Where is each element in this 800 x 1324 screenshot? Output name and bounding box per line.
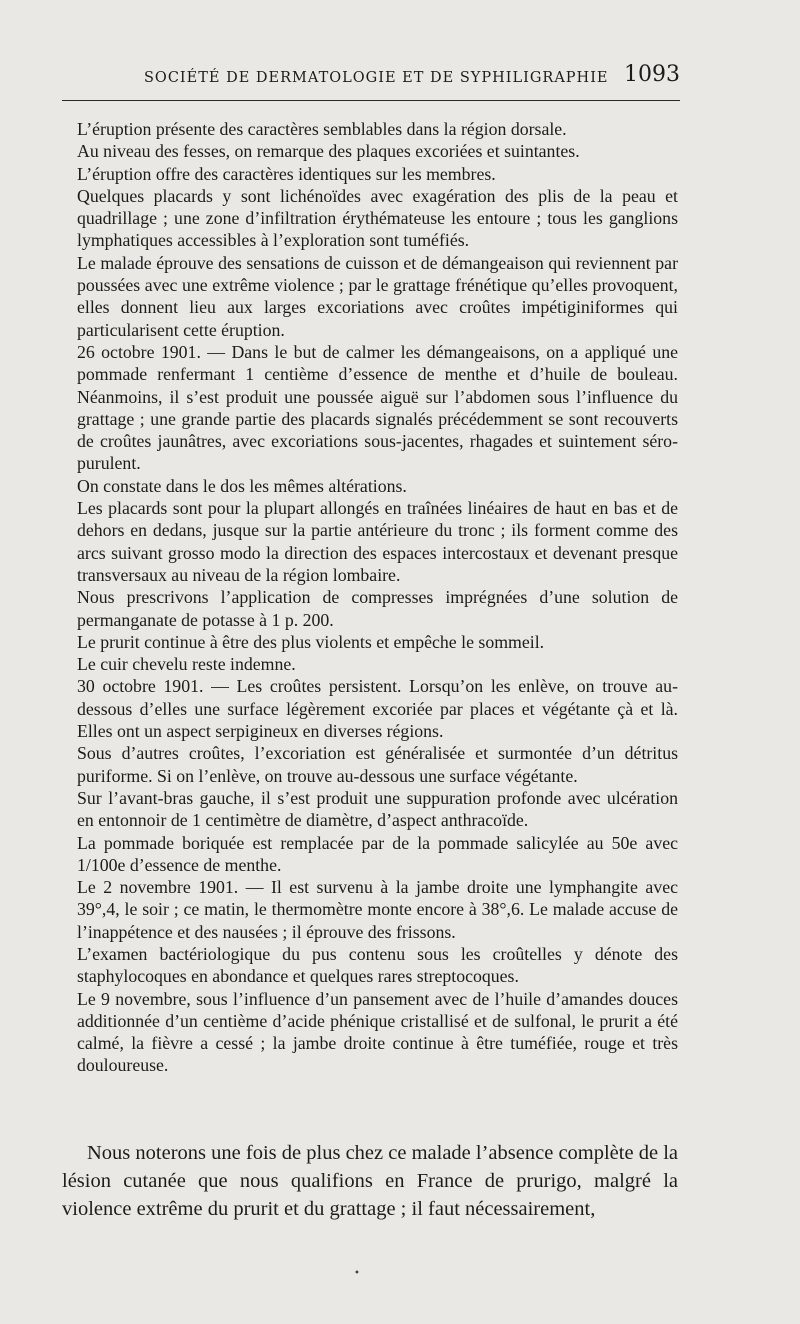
paragraph: Le prurit continue à être des plus violents et empêche le sommeil.	[77, 631, 545, 652]
paragraph: Sur l’avant-bras gauche, il s’est produit une suppuration profonde avec ulcération en entonnoir de 1 centimètre de diamètre, d’aspect anthracoïde.	[77, 787, 678, 831]
header-rule	[62, 100, 680, 101]
paragraph: L’examen bactériologique du pus contenu sous les croûtelles y dénote des staphylocoques en abondance et quelques rares streptocoques.	[77, 943, 678, 987]
page-number: 1093	[624, 62, 680, 87]
paragraph: Le malade éprouve des sensations de cuisson et de démangeaison qui reviennent par poussées avec une extrême violence ; par le grattage frénétique qu’elles provoquent, elles donnent lieu aux larges excoriations avec croûtes impétiginiformes qui particularisent cette éruption.	[77, 252, 678, 340]
conclusion-paragraph: Nous noterons une fois de plus chez ce malade l’absence complète de la lésion cutanée que nous qualifions en France de prurigo, malgré la violence extrême du prurit et du grattage ; il faut nécessairement,	[62, 1142, 678, 1220]
paragraph: L’éruption présente des caractères semblables dans la région dorsale.	[77, 119, 567, 139]
paragraph: Quelques placards y sont lichénoïdes avec exagération des plis de la peau et quadrillage ; une zone d’infiltration érythémateuse les entoure ; tous les ganglions lymphatiques accessibles à l’exploration sont tuméfiés.	[77, 185, 678, 251]
paragraph: Nous prescrivons l’application de compresses imprégnées d’une solution de permanganate de potasse à 1 p. 200.	[77, 587, 678, 630]
paragraph: Les placards sont pour la plupart allongés en traînées linéaires de haut en bas et de dehors en dedans, jusque sur la partie antérieure du tronc ; ils forment comme des arcs suivant grosso modo la direction des espaces intercostaux et devenant presque transversaux au niveau de la région lombaire.	[77, 498, 678, 585]
running-title: SOCIÉTÉ DE DERMATOLOGIE ET DE SYPHILIGRAPHIE	[144, 70, 609, 86]
paragraph: On constate dans le dos les mêmes altérations.	[77, 475, 407, 496]
footer-mark: •	[354, 1268, 360, 1279]
paragraph: La pommade boriquée est remplacée par de la pommade salicylée au 50e avec 1/100e d’essence de menthe.	[77, 832, 678, 875]
page-header	[62, 62, 680, 92]
paragraph: Au niveau des fesses, on remarque des plaques excoriées et suintantes.	[77, 141, 580, 162]
conclusion-text	[62, 1139, 678, 1223]
paragraph: Le 9 novembre, sous l’influence d’un pansement avec de l’huile d’amandes douces additionnée d’un centième d’acide phénique cristallisé et de sulfonal, le prurit a été calmé, la fièvre a cessé ; la jambe droite continue à être tuméfiée, rouge et très douloureuse.	[77, 988, 678, 1076]
clinical-notes	[77, 118, 678, 1077]
paragraph: Sous d’autres croûtes, l’excoriation est généralisée et surmontée d’un détritus puriforme. Si on l’enlève, on trouve au-dessous une surface végétante.	[77, 743, 678, 786]
paragraph: Le 2 novembre 1901. — Il est survenu à la jambe droite une lymphangite avec 39°,4, le soir ; ce matin, le thermomètre monte encore à 38°,6. Le malade accuse de l’inappétence et des nausées ; il éprouve des frissons.	[77, 877, 678, 942]
paragraph: 30 octobre 1901. — Les croûtes persistent. Lorsqu’on les enlève, on trouve au-dessous d’elles une surface légèrement excoriée par places et végétante çà et là. Elles ont un aspect serpigineux en diverses régions.	[77, 676, 678, 742]
paragraph: Le cuir chevelu reste indemne.	[77, 654, 296, 675]
paragraph: L’éruption offre des caractères identiques sur les membres.	[77, 163, 496, 184]
paragraph: 26 octobre 1901. — Dans le but de calmer les démangeaisons, on a appliqué une pommade renfermant 1 centième d’essence de menthe et d’huile de bouleau. Néanmoins, il s’est produit une poussée aiguë sur l’abdomen sous l’influence du grattage ; une grande partie des placards signalés précédemment se sont recouverts de croûtes jaunâtres, avec excoriations sous-jacentes, rhagades et suintement séro-purulent.	[77, 341, 678, 474]
